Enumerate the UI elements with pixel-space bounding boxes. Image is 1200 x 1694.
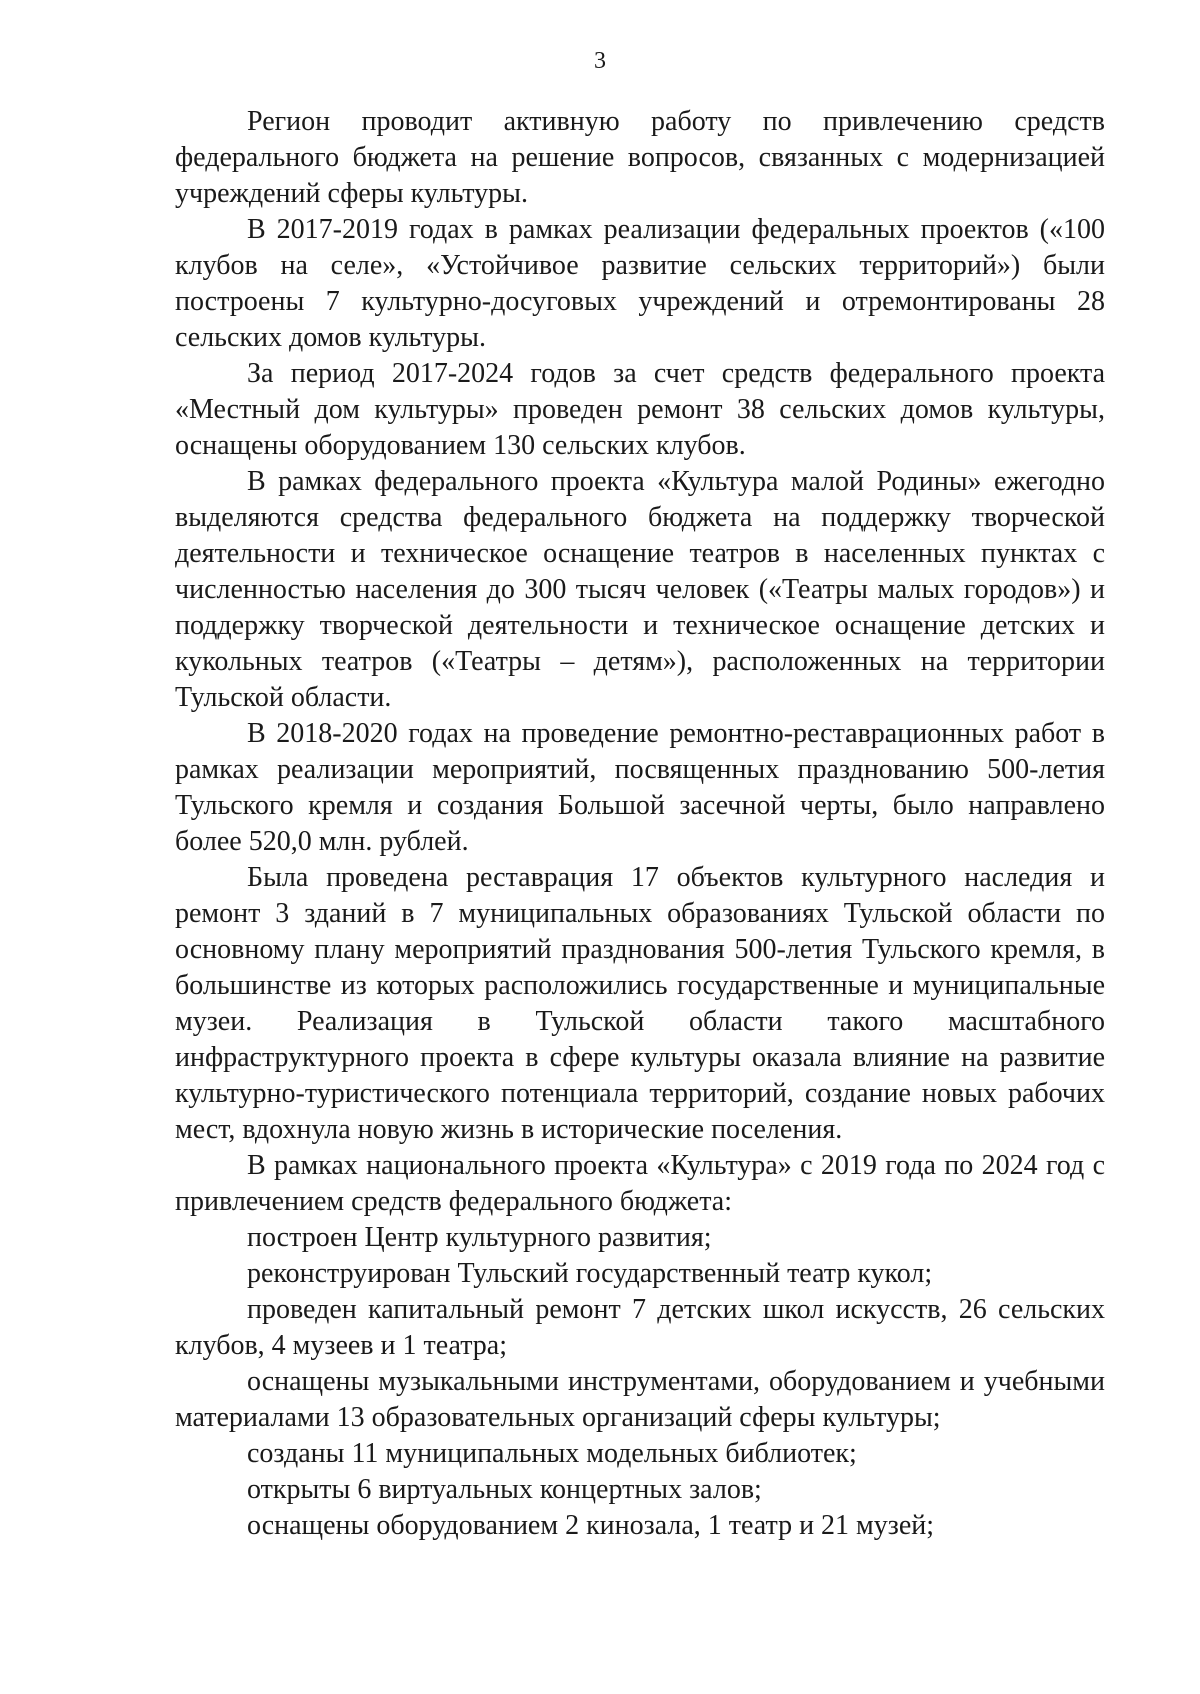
paragraph: В 2018-2020 годах на проведение ремонтно-реставрационных работ в рамках реализации мероприятий, посвященных празднованию 500-летия Тульского кремля и создания Большой засечной черты, было направлено более 520,0 млн. рублей. <box>175 718 1105 857</box>
paragraph: Регион проводит активную работу по привлечению средств федерального бюджета на решение вопросов, связанных с модернизацией учреждений сферы культуры. <box>175 106 1105 209</box>
paragraph: В рамках федерального проекта «Культура малой Родины» ежегодно выделяются средства федерального бюджета на поддержку творческой деятельности и техническое оснащение театров в населенных пунктах с численностью населения до 300 тысяч человек («Театры малых городов») и поддержку творческой деятельности и техническое оснащение детских и кукольных театров («Театры – детям»), расположенных на территории Тульской области. <box>175 466 1105 713</box>
document-body <box>175 104 1105 1544</box>
paragraph: За период 2017-2024 годов за счет средств федерального проекта «Местный дом культуры» проведен ремонт 38 сельских домов культуры, оснащены оборудованием 130 сельских клубов. <box>175 358 1105 461</box>
list-item: реконструирован Тульский государственный театр кукол; <box>247 1258 933 1289</box>
list-item: оснащены музыкальными инструментами, оборудованием и учебными материалами 13 образовательных организаций сферы культуры; <box>175 1366 1105 1433</box>
list-item: построен Центр культурного развития; <box>247 1222 712 1253</box>
page-number: 3 <box>594 48 606 74</box>
list-item: созданы 11 муниципальных модельных библиотек; <box>247 1438 857 1469</box>
paragraph: Была проведена реставрация 17 объектов культурного наследия и ремонт 3 зданий в 7 муниципальных образованиях Тульской области по основному плану мероприятий празднования 500-летия Тульского кремля, в большинстве из которых расположились государственные и муниципальные музеи. Реализация в Тульской области такого масштабного инфраструктурного проекта в сфере культуры оказала влияние на развитие культурно-туристического потенциала территорий, создание новых рабочих мест, вдохнула новую жизнь в исторические поселения. <box>175 862 1105 1145</box>
paragraph: В 2017-2019 годах в рамках реализации федеральных проектов («100 клубов на селе», «Устойчивое развитие сельских территорий») были построены 7 культурно-досуговых учреждений и отремонтированы 28 сельских домов культуры. <box>175 214 1105 353</box>
list-item: проведен капитальный ремонт 7 детских школ искусств, 26 сельских клубов, 4 музеев и 1 театра; <box>175 1294 1105 1361</box>
list-item: оснащены оборудованием 2 кинозала, 1 театр и 21 музей; <box>247 1510 935 1541</box>
list-item: открыты 6 виртуальных концертных залов; <box>247 1474 762 1505</box>
paragraph: В рамках национального проекта «Культура» с 2019 года по 2024 год с привлечением средств федерального бюджета: <box>175 1150 1105 1217</box>
